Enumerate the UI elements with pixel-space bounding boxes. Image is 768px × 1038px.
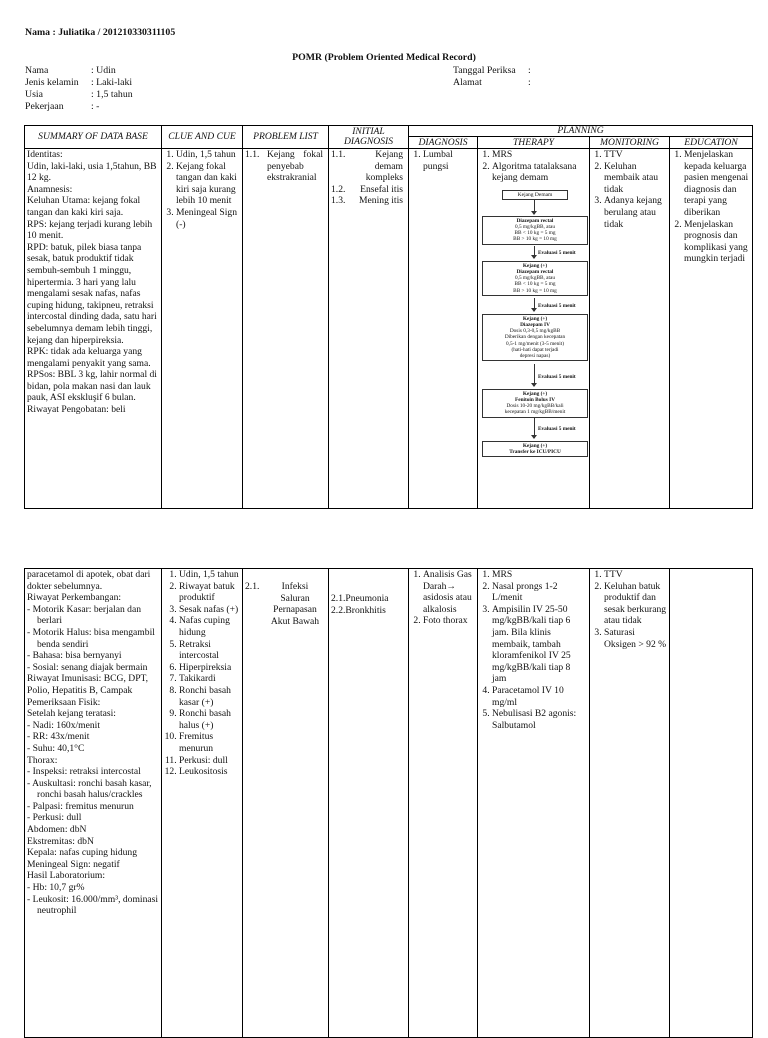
clue-item: 7. Takikardi	[179, 673, 240, 685]
monitoring-item: 2. Keluhan membaik atau tidak	[604, 161, 667, 196]
clue-cell	[162, 569, 243, 1038]
therapy-item: 1. MRS	[492, 149, 587, 161]
initial-diagnosis-item	[331, 195, 406, 207]
clue-item: 8. Ronchi basah kasar (+)	[179, 685, 240, 708]
clue-item: 2. Riwayat batuk produktif	[179, 581, 240, 604]
patient-field-label: Usia	[25, 89, 43, 100]
header-diagnosis: DIAGNOSIS	[409, 137, 478, 149]
monitoring-item: 3. Saturasi Oksigen > 92 %	[604, 627, 667, 650]
education-cell	[670, 569, 753, 1038]
flow-line: Fenitoin Bolus IV	[514, 396, 556, 403]
patient-info-right	[453, 65, 531, 89]
header-summary: SUMMARY OF DATA BASE	[25, 126, 162, 149]
initial-diagnosis-number: 1.2.	[331, 183, 346, 195]
patient-field	[453, 77, 531, 89]
therapy-cell	[478, 569, 590, 1038]
flow-eval-note: Evaluasi 5 menit	[538, 425, 576, 432]
summary-immunization: Riwayat Imunisasi: BCG, DPT, Polio, Hepatitis B, Campak Pemeriksaan Fisik: Setelah kejang teratasi:	[27, 673, 149, 720]
initial-diagnosis-number: 1.1.	[331, 149, 346, 160]
initial-cell	[329, 569, 409, 1038]
header-initial: INITIAL DIAGNOSIS	[329, 126, 409, 149]
flow-arrow	[534, 200, 535, 214]
problem-text: Kejang fokal penyebab ekstrakranial	[267, 149, 323, 184]
clue-item: 12. Leukositosis	[179, 766, 240, 778]
patient-field	[25, 65, 133, 77]
initial-diagnosis-item	[331, 184, 406, 196]
flow-line: (hati-hati dapat terjadi	[511, 346, 559, 353]
initial-cell	[329, 149, 409, 509]
monitoring-cell	[590, 149, 670, 509]
development-item: - Motorik Kasar: berjalan dan berlari	[27, 603, 142, 627]
header-monitoring: MONITORING	[590, 137, 670, 149]
education-item: 1. Menjelaskan kepada keluarga pasien mengenai diagnosis dan terapi yang diberikan	[684, 149, 750, 219]
clue-item: 9. Ronchi basah halus (+)	[179, 708, 240, 731]
therapy-item: 4. Paracetamol IV 10 mg/ml	[492, 685, 587, 708]
monitoring-item: 1. TTV	[604, 149, 667, 161]
problem-number: 1.1.	[245, 149, 260, 160]
clue-item: 3. Sesak nafas (+)	[179, 604, 240, 616]
patient-field-value: : 1,5 tahun	[91, 89, 133, 100]
header-clue: CLUE AND CUE	[162, 126, 243, 149]
patient-field	[25, 101, 133, 113]
flow-box-diazepam-rectal-repeat	[482, 261, 588, 296]
flow-line: Diazepam IV	[520, 321, 550, 328]
education-item: 2. Menjelaskan prognosis dan komplikasi yang mungkin terjadi	[684, 219, 750, 265]
flow-line: Kejang (+)	[522, 262, 548, 269]
flow-line: BB > 10 kg = 10 mg	[513, 236, 557, 243]
initial-diagnosis-text: Ensefal itis	[360, 183, 403, 195]
problem-text: Infeksi Saluran Pernapasan Akut Bawah	[270, 581, 320, 627]
clue-item: 1. Udin, 1,5 tahun	[176, 149, 240, 161]
flow-line: Kejang (+)	[522, 442, 548, 449]
development-list	[27, 604, 159, 674]
clue-item: 1. Udin, 1,5 tahun	[179, 569, 240, 581]
flow-line: 0,5-1 mg/menit (3-5 menit)	[506, 340, 564, 347]
thorax-item: - Palpasi: fremitus menurun	[27, 800, 134, 812]
initial-diagnosis-text: Mening itis	[359, 195, 403, 207]
patient-field-value: : Laki-laki	[91, 77, 133, 88]
flow-line: Transfer ke ICU/PICU	[509, 448, 561, 455]
clue-item: 11. Perkusi: dull	[179, 755, 240, 767]
therapy-item: 2. Algoritma tatalaksana kejang demam	[492, 161, 587, 184]
monitoring-item: 3. Adanya kejang berulang atau tidak	[604, 195, 667, 230]
summary-intro: paracetamol di apotek, obat dari dokter sebelumnya. Riwayat Perkembangan:	[27, 569, 151, 604]
development-item: - Motorik Halus: bisa mengambil benda sendiri	[27, 626, 155, 650]
education-cell	[670, 149, 753, 509]
flow-arrow	[534, 417, 535, 438]
initial-diagnosis-item	[331, 149, 406, 184]
header-problem: PROBLEM LIST	[243, 126, 329, 149]
initial-diagnosis-text: Kejang demam kompleks	[365, 149, 403, 184]
flow-start: Kejang Demam	[502, 190, 568, 200]
diagnosis-item: 2. Foto thorax	[423, 615, 475, 627]
problem-cell	[243, 569, 329, 1038]
monitoring-item: 2. Keluhan batuk produktif dan sesak berkurang atau tidak	[604, 581, 667, 627]
monitoring-item: 1. TTV	[604, 569, 667, 581]
flow-line: BB > 10 kg = 10 mg	[513, 287, 557, 294]
development-item: - Bahasa: bisa bernyanyi	[27, 650, 122, 662]
flow-arrow	[534, 298, 535, 311]
summary-cell: Identitas: Udin, laki-laki, usia 1,5tahun, BB 12 kg. Anamnesis: Keluhan Utama: kejang fokal tangan dan kaki kiri saja. RPS: kejang terjadi kurang lebih 10 menit. RPD: batuk, pilek biasa tanpa sesak, batuk produktif tidak sembuh-sembuh 1 minggu, hipertermia. 3 hari yang lalu mengalami sesak nafas, nafas cuping hidung, takipneu, retraksi intercostal dinding dada, satu hari sebelumnya demam lebih tinggi, kejang dan hiperpireksia. RPK: tidak ada keluarga yang mengalami penyakit yang sama. RPSos: BBL 3 kg, lahir normal di bidan, pola makan nasi dan lauk pauk, ASI ekskluşif 6 bulan. Riwayat Pengobatan: beli	[25, 149, 162, 509]
flow-line: BB < 10 kg = 5 mg	[514, 230, 556, 237]
flow-line: kecepatan 1 mg/kgBB/menit	[504, 409, 566, 416]
flow-line: Kejang (+)	[522, 390, 548, 397]
clue-item: 10. Fremitus menurun	[179, 731, 240, 754]
thorax-item: - Perkusi: dull	[27, 812, 82, 824]
lab-list	[27, 882, 159, 917]
flow-line: Diazepam rectal	[516, 268, 554, 275]
flow-arrow	[534, 246, 535, 258]
vital-sign-item: - Nadi: 160x/menit	[27, 719, 101, 731]
therapy-item: 2. Nasal prongs 1-2 L/menit	[492, 581, 587, 604]
flow-line: 0,5 mg/kgBB, atau	[514, 275, 556, 282]
flow-arrow	[534, 364, 535, 386]
problem-number: 2.1.	[245, 581, 260, 592]
monitoring-cell	[590, 569, 670, 1038]
flow-eval-note: Evaluasi 5 menit	[538, 373, 576, 380]
patient-field-value: :	[528, 77, 531, 88]
lab-item: - Hb: 10,7 gr%	[27, 882, 85, 894]
patient-field-label: Nama	[25, 65, 49, 76]
pomr-table-page1	[24, 125, 753, 509]
diagnosis-item: 1. Analisis Gas Darah→ asidosis atau alkalosis	[423, 569, 475, 615]
clue-cell	[162, 149, 243, 509]
flow-line: Kejang (+)	[522, 315, 548, 322]
flow-line: Diberikan dengan kecepatan	[504, 334, 566, 341]
vital-sign-item: - RR: 43x/menit	[27, 731, 90, 743]
flow-box-icu-transfer	[482, 441, 588, 457]
flow-line: Diazepam rectal	[516, 217, 554, 224]
header-therapy: THERAPY	[478, 137, 590, 149]
initial-diagnosis-number: 1.3.	[331, 195, 346, 207]
patient-field-value: : -	[91, 101, 100, 112]
problem-cell	[243, 149, 329, 509]
summary-cell	[25, 569, 162, 1038]
vital-signs-list	[27, 720, 159, 755]
flow-eval-note: Evaluasi 5 menit	[538, 302, 576, 309]
patient-info-left	[25, 65, 133, 113]
therapy-item: 5. Nebulisasi B2 agonis: Salbutamol	[492, 708, 587, 731]
patient-field-label: Pekerjaan	[25, 101, 64, 112]
flow-box-fenitoin	[482, 389, 588, 418]
patient-field-label: Alamat	[453, 77, 482, 88]
patient-field	[25, 89, 133, 101]
therapy-item: 1. MRS	[492, 569, 587, 581]
development-item: - Sosial: senang diajak bermain	[27, 661, 148, 673]
flow-line: Dosis 0,3-0,5 mg/kgBB	[509, 328, 561, 335]
flow-box-diazepam-rectal	[482, 216, 588, 245]
flow-line: Dosis 10-20 mg/kgBB/kali	[506, 403, 564, 410]
thorax-item: - Inspeksi: retraksi intercostal	[27, 766, 141, 778]
patient-field	[453, 65, 531, 77]
thorax-title: Thorax:	[27, 754, 58, 766]
patient-field-label: Jenis kelamin	[25, 77, 79, 88]
flow-eval-note: Evaluasi 5 menit	[538, 249, 576, 256]
flow-line: BB < 10 kg = 5 mg	[514, 281, 556, 288]
clue-item: 3. Meningeal Sign (-)	[176, 207, 240, 230]
patient-field-value: :	[528, 65, 531, 76]
thorax-list	[27, 766, 159, 824]
diagnosis-cell	[409, 149, 478, 509]
therapy-item: 3. Ampisilin IV 25-50 mg/kgBB/kali tiap 6 jam. Bila klinis membaik, tambah kloramfenikol IV 25 mg/kgBB/kali tiap 8 jam	[492, 604, 587, 685]
flow-line: 0,5 mg/kgBB, atau	[514, 223, 556, 230]
seizure-algorithm-flowchart	[480, 184, 600, 480]
patient-field-value: : Udin	[91, 65, 116, 76]
patient-field-label: Tanggal Periksa	[453, 65, 516, 76]
initial-diagnosis-item: 2.2.Bronkhitis	[331, 604, 386, 616]
clue-item: 5. Retraksi intercostal	[179, 639, 240, 662]
pomr-table-page2	[24, 568, 753, 1038]
clue-item: 4. Nafas cuping hidung	[179, 615, 240, 638]
lab-item: - Leukosit: 16.000/mm³, dominasi neutrophil	[27, 893, 159, 917]
flow-box-diazepam-iv	[482, 314, 588, 361]
clue-item: 6. Hiperpireksia	[179, 662, 240, 674]
header-education: EDUCATION	[670, 137, 753, 149]
vital-sign-item: - Suhu: 40,1°C	[27, 742, 85, 754]
document-title: POMR (Problem Oriented Medical Record)	[292, 52, 476, 63]
summary-other-exam: Abdomen: dbN Ekstremitas: dbN Kepala: nafas cuping hidung Meningeal Sign: negatif Hasil Laboratorium:	[27, 824, 138, 882]
clue-item: 2. Kejang fokal tangan dan kaki kiri saja kurang lebih 10 menit	[176, 161, 240, 207]
header-planning: PLANNING	[409, 126, 753, 137]
diagnosis-item: 1. Lumbal pungsi	[423, 149, 475, 172]
patient-field	[25, 77, 133, 89]
diagnosis-cell	[409, 569, 478, 1038]
therapy-cell	[478, 149, 590, 509]
thorax-item: - Auskultasi: ronchi basah kasar, ronchi basah halus/crackles	[27, 777, 152, 801]
student-name-line: Nama : Juliatika / 201210330311105	[25, 27, 176, 38]
initial-diagnosis-item: 2.1.Pneumonia	[331, 593, 389, 604]
flow-line: depresi napas)	[519, 353, 551, 359]
